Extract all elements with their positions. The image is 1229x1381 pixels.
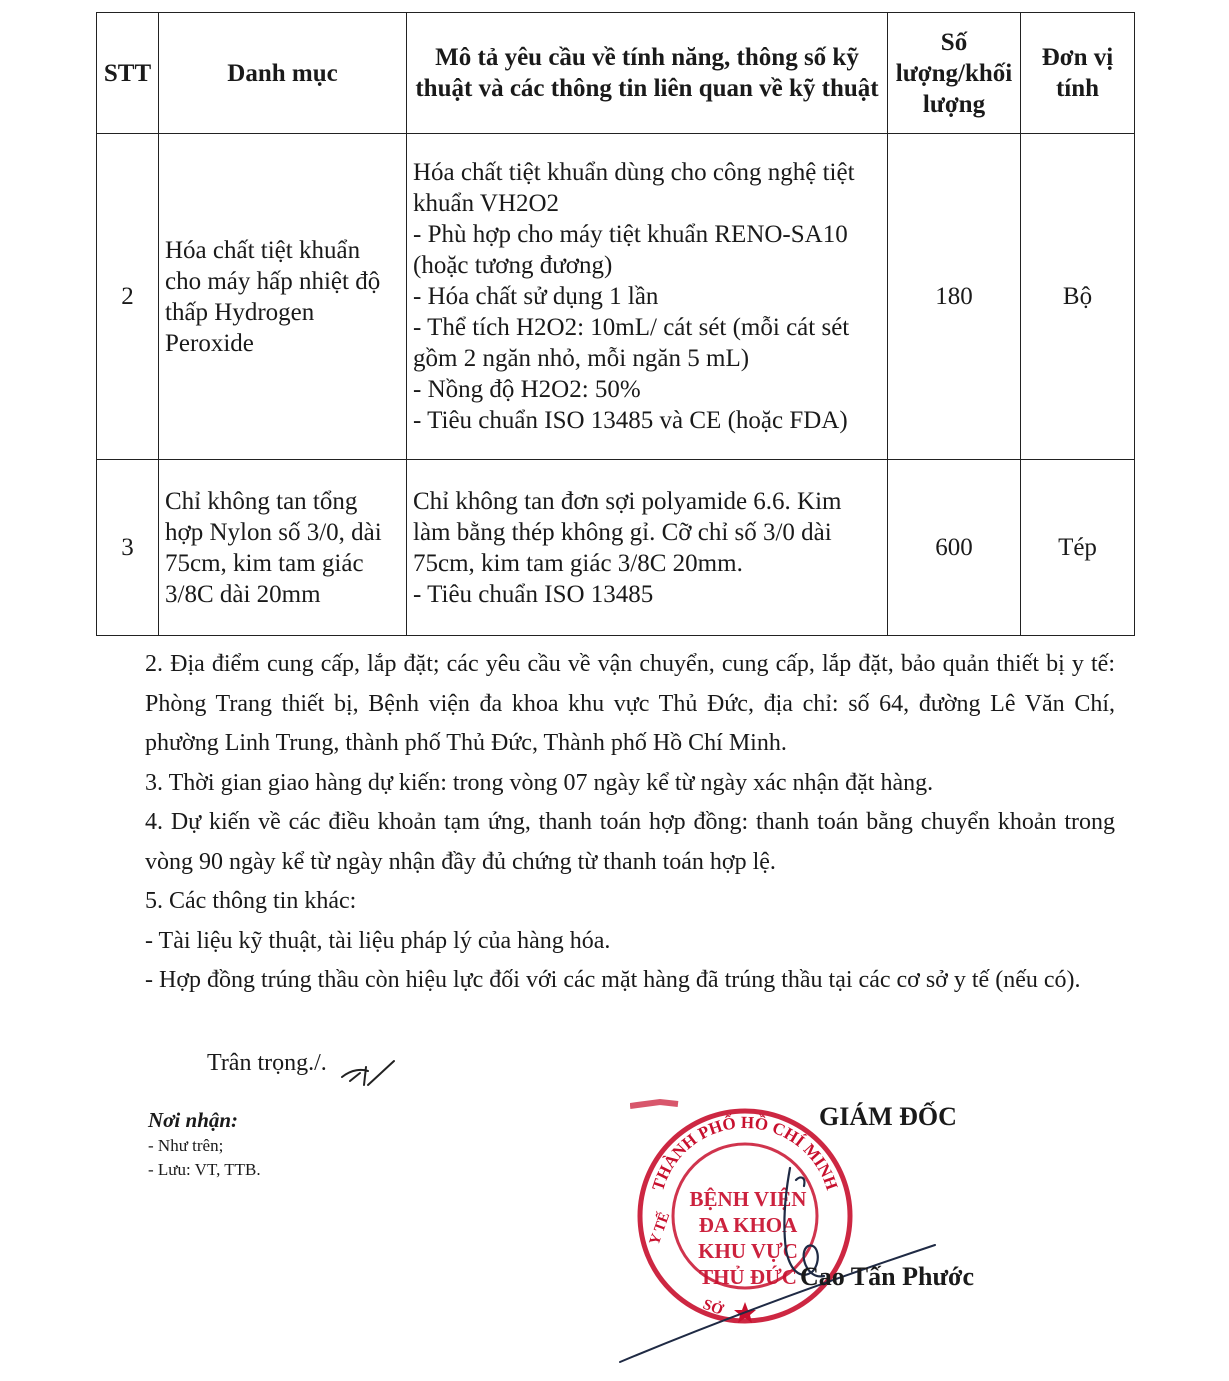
row-unit: Tép bbox=[1021, 460, 1135, 636]
description-line: - Nồng độ H2O2: 50% bbox=[413, 376, 641, 403]
header-item: Danh mục bbox=[159, 13, 407, 134]
signature-icon bbox=[600, 1150, 940, 1370]
signer-title: GIÁM ĐỐC bbox=[819, 1102, 957, 1131]
row-description bbox=[407, 460, 888, 636]
row-stt: 3 bbox=[97, 460, 159, 636]
description-line: Chỉ không tan đơn sợi polyamide 6.6. Kim làm bằng thép không gỉ. Cỡ chỉ số 3/0 dài 75cm, kim tam giác 3/8C 20mm. bbox=[413, 487, 842, 577]
recipients-heading: Nơi nhận: bbox=[148, 1108, 239, 1132]
paragraph-other-info: 5. Các thông tin khác: bbox=[145, 888, 357, 914]
header-stt: STT bbox=[97, 13, 159, 134]
paragraph-delivery-location: 2. Địa điểm cung cấp, lắp đặt; các yêu cầu về vận chuyển, cung cấp, lắp đặt, bảo quản thiết bị y tế: Phòng Trang thiết bị, Bệnh viện đa khoa khu vực Thủ Đức, địa chỉ: số 64, đường Lê Văn Chí, phường Linh Trung, thành phố Thủ Đức, Thành phố Hồ Chí Minh. bbox=[145, 651, 1115, 756]
description-line: - Tiêu chuẩn ISO 13485 bbox=[413, 580, 654, 608]
paragraph-technical-docs: - Tài liệu kỹ thuật, tài liệu pháp lý của hàng hóa. bbox=[145, 927, 611, 954]
seal-line: KHU VỰC bbox=[698, 1239, 798, 1263]
row-stt: 2 bbox=[97, 134, 159, 460]
description-line: - Tiêu chuẩn ISO 13485 và CE (hoặc FDA) bbox=[413, 407, 848, 434]
table-row bbox=[97, 460, 1135, 636]
seal-line: ĐA KHOA bbox=[698, 1213, 798, 1237]
body-paragraphs bbox=[145, 645, 1115, 1001]
spec-table bbox=[96, 12, 1135, 636]
header-unit: Đơn vị tính bbox=[1021, 13, 1135, 134]
seal-left-text: Y TẾ bbox=[646, 1210, 674, 1248]
description-line: Hóa chất tiệt khuẩn dùng cho công nghệ tiệt khuẩn VH2O2 bbox=[413, 159, 855, 217]
header-quantity: Số lượng/khối lượng bbox=[888, 13, 1021, 134]
row-item-name: Hóa chất tiệt khuẩn cho máy hấp nhiệt độ thấp Hydrogen Peroxide bbox=[159, 134, 407, 460]
seal-ring-text: THÀNH PHỐ HỒ CHÍ MINH bbox=[648, 1112, 842, 1194]
row-item-name: Chỉ không tan tổng hợp Nylon số 3/0, dài 75cm, kim tam giác 3/8C dài 20mm bbox=[159, 460, 407, 636]
paragraph-payment-terms: 4. Dự kiến về các điều khoản tạm ứng, thanh toán hợp đồng: thanh toán bằng chuyển khoản trong vòng 90 ngày kể từ ngày nhận đầy đủ chứng từ thanh toán hợp lệ. bbox=[145, 809, 1115, 875]
seal-line: BỆNH VIỆN bbox=[689, 1187, 807, 1211]
seal-line: THỦ ĐỨC bbox=[699, 1265, 797, 1289]
recipient-item: - Lưu: VT, TTB. bbox=[148, 1160, 261, 1179]
row-quantity: 600 bbox=[888, 460, 1021, 636]
description-line: - Phù hợp cho máy tiệt khuẩn RENO-SA10 (hoặc tương đương) bbox=[413, 221, 848, 279]
description-line: - Hóa chất sử dụng 1 lần bbox=[413, 283, 659, 310]
row-description bbox=[407, 134, 888, 460]
paragraph-contracts: - Hợp đồng trúng thầu còn hiệu lực đối với các mặt hàng đã trúng thầu tại các cơ sở y tế (nếu có). bbox=[145, 967, 1081, 993]
table-row bbox=[97, 134, 1135, 460]
row-unit: Bộ bbox=[1021, 134, 1135, 460]
description-line: - Thể tích H2O2: 10mL/ cát sét (mỗi cát sét gồm 2 ngăn nhỏ, mỗi ngăn 5 mL) bbox=[413, 314, 850, 372]
recipient-item: - Như trên; bbox=[148, 1136, 224, 1155]
signer-name: Cao Tấn Phước bbox=[800, 1262, 974, 1291]
closing-text: Trân trọng./. bbox=[207, 1050, 327, 1076]
seal-bottom-text: SỞ bbox=[700, 1296, 725, 1319]
table-header-row bbox=[97, 13, 1135, 134]
header-description: Mô tả yêu cầu về tính năng, thông số kỹ thuật và các thông tin liên quan về kỹ thuật bbox=[407, 13, 888, 134]
initials-mark-icon bbox=[338, 1055, 398, 1095]
recipients-block bbox=[148, 1108, 261, 1182]
row-quantity: 180 bbox=[888, 134, 1021, 460]
paragraph-delivery-time: 3. Thời gian giao hàng dự kiến: trong vòng 07 ngày kể từ ngày xác nhận đặt hàng. bbox=[145, 769, 934, 796]
